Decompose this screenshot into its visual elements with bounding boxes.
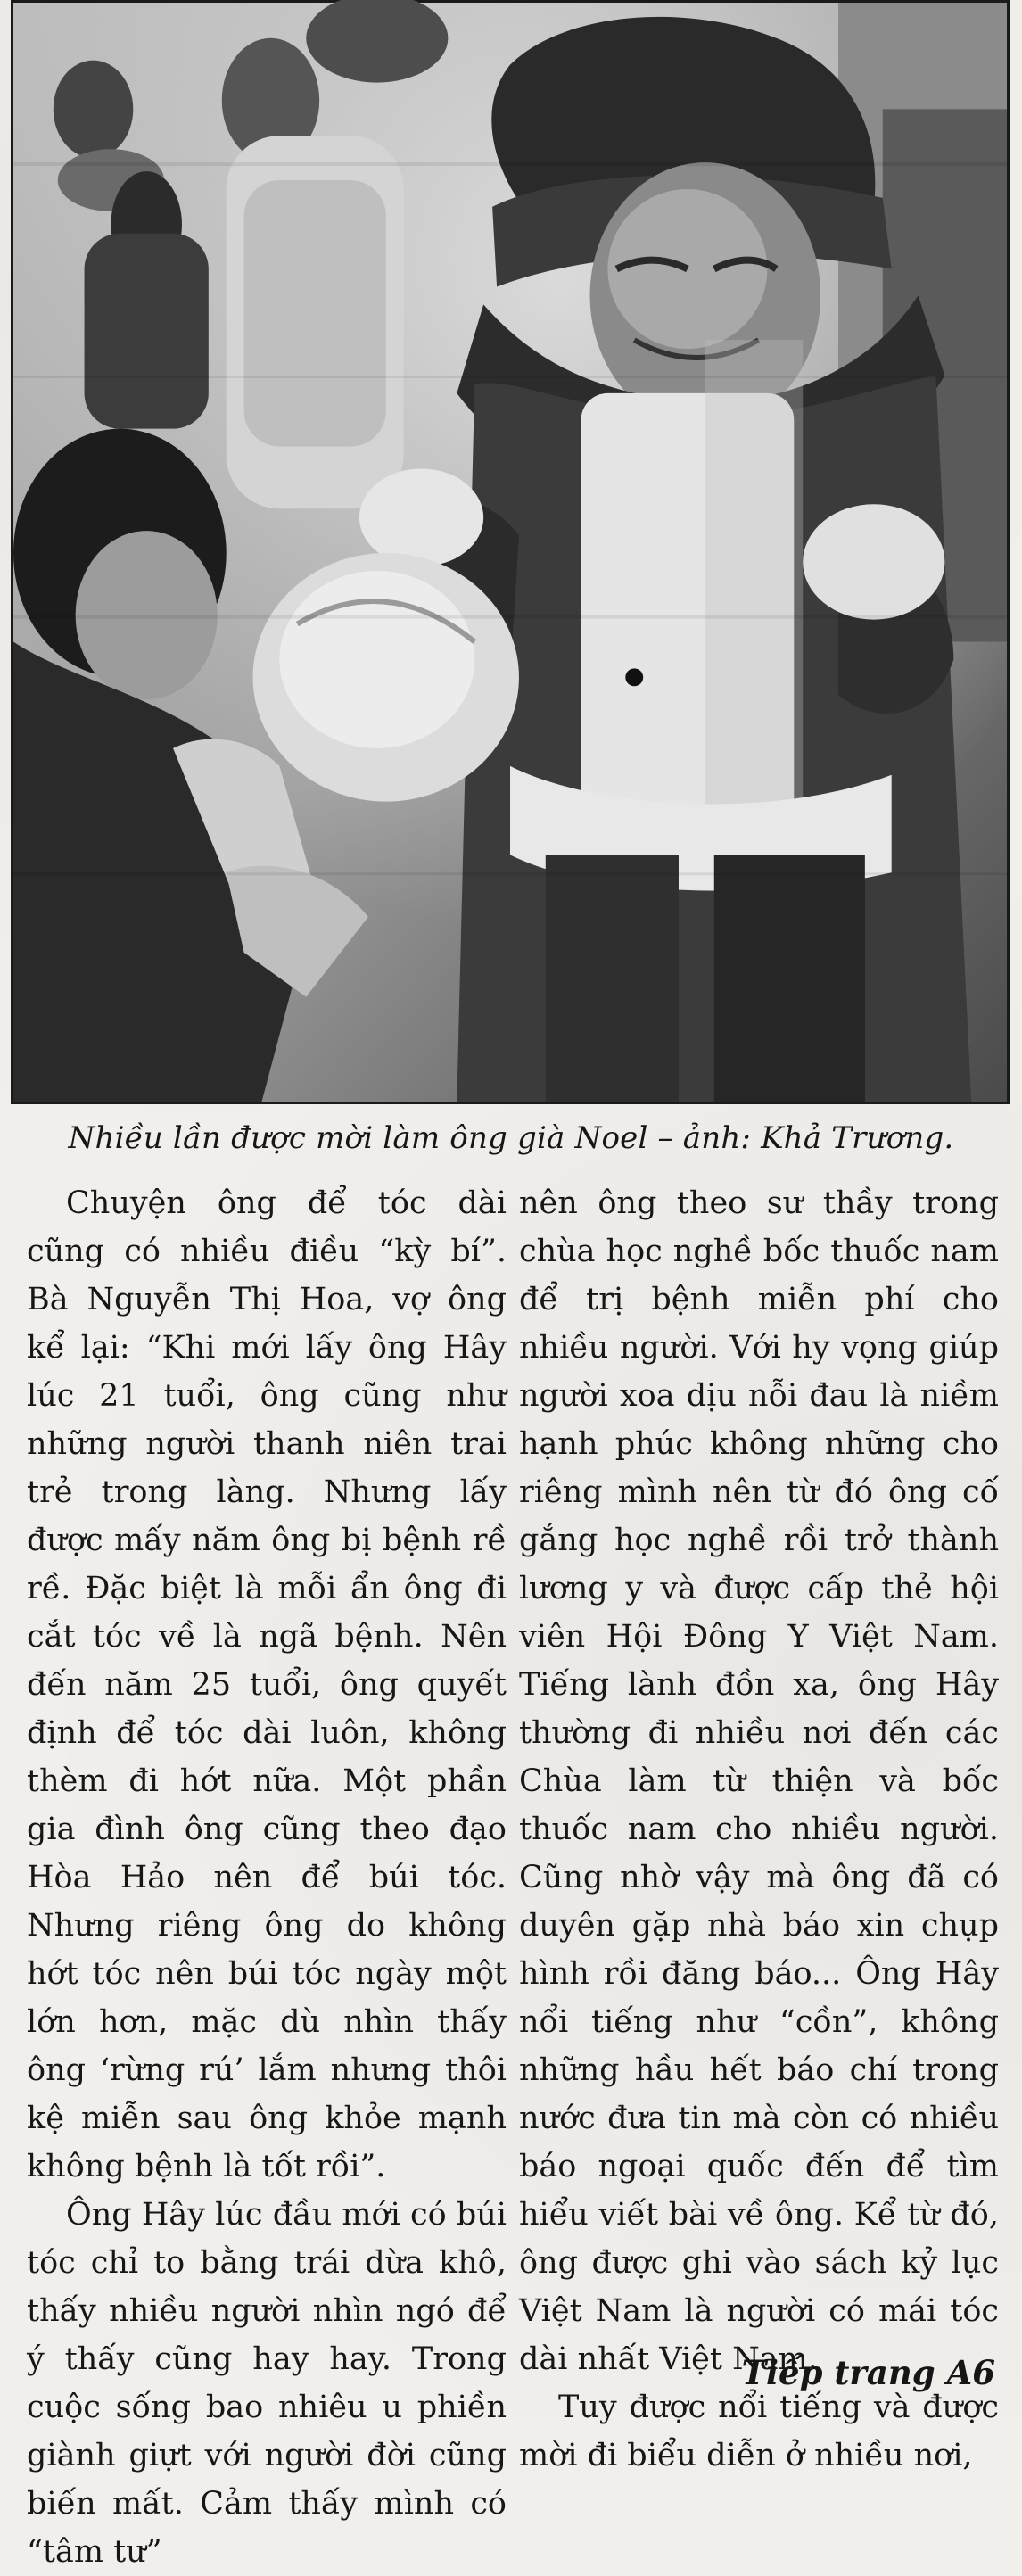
continued-on-page-label[interactable]: Tiếp trang A6 [741,2353,995,2392]
article-paragraph: Chuyện ông để tóc dài cũng có nhiều điều “kỳ bí”. Bà Nguyễn Thị Hoa, vợ ông kể lại: “Khi mới lấy ông Hây lúc 21 tuổi, ông cũng như những người thanh niên trai trẻ trong làng. Nhưng lấy được mấy năm ông bị bệnh rề rề. Đặc biệt là mỗi ẩn ông đi cắt tóc về là ngã bệnh. Nên đến năm 25 tuổi, ông quyết định để tóc dài luôn, không thèm đi hớt nữa. Một phần gia đình ông cũng theo đạo Hòa Hảo nên để búi tóc. Nhưng riêng ông do không hớt tóc nên búi tóc ngày một lớn hơn, mặc dù nhìn thấy ông ‘rừng rú’ lắm nhưng thôi kệ miễn sau ông khỏe mạnh không bệnh là tốt rồi”. [27,1185,507,2184]
photo-caption: Nhiều lần được mời làm ông già Noel – ảnh: Khả Trương. [68,1120,954,1156]
article-column-left [27,1179,507,2570]
article-paragraph: Ông Hây lúc đầu mới có búi tóc chỉ to bằng trái dừa khô, thấy nhiều người nhìn ngó để ý thấy cũng hay hay. Trong cuộc sống bao nhiêu u phiền giành giựt với người đời cũng biến mất. Cảm thấy mình có “tâm tư” [27,2197,507,2570]
santa-photo-image [13,3,1007,1102]
article-paragraph: nên ông theo sư thầy trong chùa học nghề bốc thuốc nam để trị bệnh miễn phí cho nhiều người. Với hy vọng giúp người xoa dịu nỗi đau là niềm hạnh phúc không những cho riêng mình nên từ đó ông cố gắng học nghề rồi trở thành lương y và được cấp thẻ hội viên Hội Đông Y Việt Nam. Tiếng lành đồn xa, ông Hây thường đi nhiều nơi đến các Chùa làm từ thiện và bốc thuốc nam cho nhiều người. Cũng nhờ vậy mà ông đã có duyên gặp nhà báo xin chụp hình rồi đăng báo... Ông Hây nổi tiếng như “cồn”, không những hầu hết báo chí trong nước đưa tin mà còn có nhiều báo ngoại quốc đến để tìm hiểu viết bài về ông. Kể từ đó, ông được ghi vào sách kỷ lục Việt Nam là người có mái tóc dài nhất Việt Nam. [519,1185,999,2377]
article-photo [11,0,1010,1104]
article-paragraph: Tuy được nổi tiếng và được mời đi biểu diễn ở nhiều nơi, [519,2390,999,2473]
